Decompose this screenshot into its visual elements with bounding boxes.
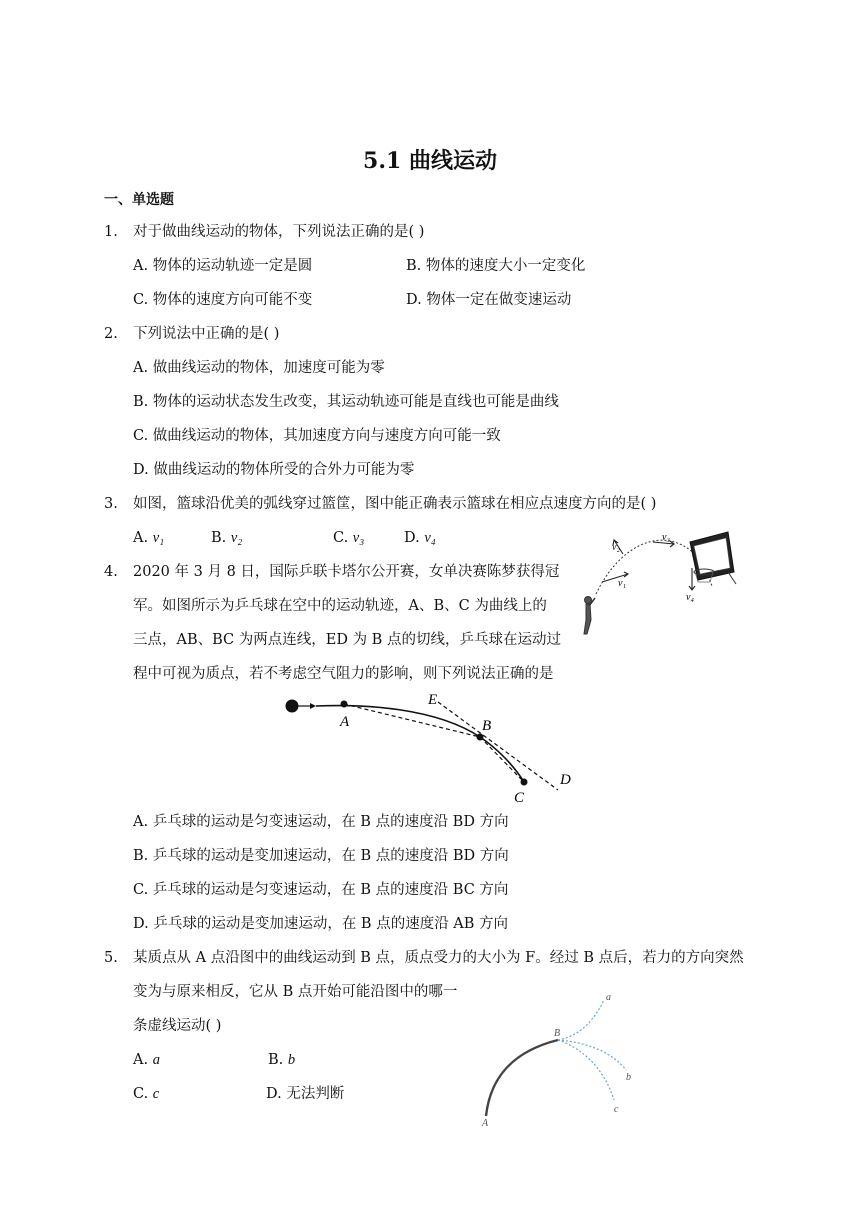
ping-pong-ball xyxy=(286,700,299,713)
question-stem-line-2: 军。如图所示为乒乓球在空中的运动轨迹，A、B、C 为曲线上的 xyxy=(133,598,547,614)
option-b[interactable]: B. v₂ xyxy=(211,530,243,546)
point-b xyxy=(477,734,484,741)
label-path-a: a xyxy=(606,992,611,1003)
option-a[interactable]: A. a xyxy=(133,1052,160,1068)
question-stem-line-4: 程中可视为质点，若不考虑空气阻力的影响，则下列说法正确的是 xyxy=(133,666,554,682)
basketball-figure xyxy=(578,528,738,640)
option-b[interactable]: B. 物体的速度大小一定变化 xyxy=(406,258,586,274)
question-number: 4. xyxy=(104,564,118,580)
question-stem: 下列说法中正确的是( ) xyxy=(133,326,280,342)
question-stem-line-1: 某质点从 A 点沿图中的曲线运动到 B 点，质点受力的大小为 F。经过 B 点后，若力的方向突然 xyxy=(133,950,744,966)
option-a[interactable]: A. 做曲线运动的物体，加速度可能为零 xyxy=(133,360,385,376)
question-number: 2. xyxy=(104,326,118,342)
question-stem: 如图，篮球沿优美的弧线穿过篮筐，图中能正确表示篮球在相应点速度方向的是( ) xyxy=(133,496,657,512)
label-path-c: c xyxy=(614,1104,619,1115)
label-e: E xyxy=(428,692,438,708)
option-c[interactable]: C. 做曲线运动的物体，其加速度方向与速度方向可能一致 xyxy=(133,428,501,444)
arc-path xyxy=(486,1040,558,1116)
option-c[interactable]: C. 乒乓球的运动是匀变速运动，在 B 点的速度沿 BC 方向 xyxy=(133,882,509,898)
label-v1: v₁ xyxy=(618,578,626,589)
basket-hoop xyxy=(690,532,736,584)
point-c xyxy=(521,779,528,786)
label-path-b: b xyxy=(626,1072,631,1083)
option-d[interactable]: D. 物体一定在做变速运动 xyxy=(406,292,572,308)
player-figure xyxy=(584,597,595,635)
section-heading: 一、单选题 xyxy=(104,192,174,208)
force-reversal-figure xyxy=(474,990,644,1130)
question-number: 1. xyxy=(104,224,118,240)
option-d[interactable]: D. 乒乓球的运动是变加速运动，在 B 点的速度沿 AB 方向 xyxy=(133,916,509,932)
label-v3: v₃ xyxy=(662,532,670,543)
point-a xyxy=(341,701,348,708)
question-number: 5. xyxy=(104,950,118,966)
label-b: B xyxy=(554,1028,561,1039)
question-stem-line-3: 三点，AB、BC 为两点连线，ED 为 B 点的切线，乒乓球在运动过 xyxy=(133,632,561,648)
dashed-path-c xyxy=(558,1040,614,1100)
option-c[interactable]: C. 物体的速度方向可能不变 xyxy=(133,292,313,308)
option-a[interactable]: A. 物体的运动轨迹一定是圆 xyxy=(133,258,313,274)
tangent-ed xyxy=(438,702,558,790)
chord-ab xyxy=(344,704,480,737)
option-b[interactable]: B. 乒乓球的运动是变加速运动，在 B 点的速度沿 BD 方向 xyxy=(133,848,509,864)
option-d[interactable]: D. v₄ xyxy=(404,530,436,546)
option-b[interactable]: B. b xyxy=(268,1052,296,1068)
question-stem-line-1: 2020 年 3 月 8 日，国际乒联卡塔尔公开赛，女单决赛陈梦获得冠 xyxy=(133,564,560,580)
trajectory-figure xyxy=(276,686,586,810)
option-c[interactable]: C. c xyxy=(133,1086,160,1102)
dashed-path-a xyxy=(558,1000,604,1040)
arrow-icon xyxy=(310,703,316,709)
label-d: D xyxy=(560,772,571,788)
option-a[interactable]: A. v₁ xyxy=(133,530,165,546)
question-stem: 对于做曲线运动的物体，下列说法正确的是( ) xyxy=(133,224,425,240)
question-stem-line-2: 变为与原来相反，它从 B 点开始可能沿图中的哪一 xyxy=(133,984,458,1000)
page-title: 5.1 曲线运动 xyxy=(363,148,497,174)
dashed-path-b xyxy=(558,1040,626,1070)
option-c[interactable]: C. v₃ xyxy=(333,530,365,546)
option-d[interactable]: D. 无法判断 xyxy=(266,1086,345,1102)
option-d[interactable]: D. 做曲线运动的物体所受的合外力可能为零 xyxy=(133,462,415,478)
label-b: B xyxy=(482,718,492,734)
label-v2: v₂ xyxy=(612,542,620,553)
option-b[interactable]: B. 物体的运动状态发生改变，其运动轨迹可能是直线也可能是曲线 xyxy=(133,394,559,410)
option-a[interactable]: A. 乒乓球的运动是匀变速运动，在 B 点的速度沿 BD 方向 xyxy=(133,814,509,830)
label-v4: v₄ xyxy=(686,592,694,603)
label-a: A xyxy=(482,1118,489,1129)
label-c: C xyxy=(514,790,525,806)
label-a: A xyxy=(340,714,350,730)
question-number: 3. xyxy=(104,496,118,512)
question-stem-line-3: 条虚线运动( ) xyxy=(133,1018,222,1034)
